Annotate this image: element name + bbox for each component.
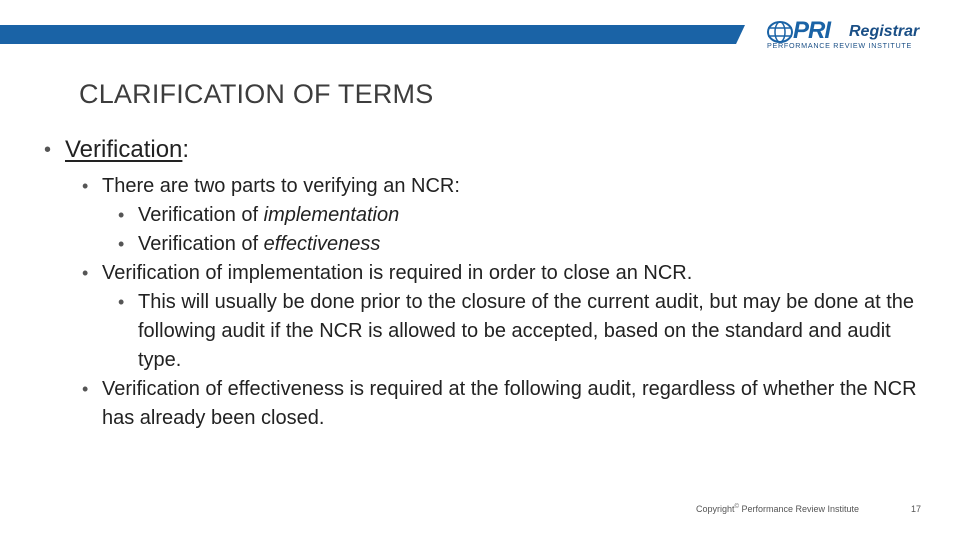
copyright-prefix: Copyright <box>696 504 735 514</box>
bullet-two-parts <box>82 172 924 201</box>
bullet-implementation-prefix: Verification of <box>138 204 264 226</box>
slide-title: CLARIFICATION OF TERMS <box>79 79 434 109</box>
logo-brand: PRI <box>793 17 831 44</box>
copyright-holder: Performance Review Institute <box>738 504 860 514</box>
bullet-implementation-required <box>82 259 924 288</box>
logo-product: Registrar <box>849 23 920 40</box>
bullet-effectiveness-required <box>82 375 924 433</box>
bullet-implementation <box>118 201 924 230</box>
bullet-marker: • <box>44 139 52 161</box>
logo-tagline: PERFORMANCE REVIEW INSTITUTE <box>767 41 912 50</box>
term-suffix: : <box>182 136 190 163</box>
bullet-marker: • <box>82 263 89 283</box>
bullet-verification <box>44 134 924 166</box>
bullet-marker: • <box>82 176 89 196</box>
slide-content <box>44 134 924 433</box>
bullet-effectiveness-prefix: Verification of <box>138 233 264 255</box>
bullet-two-parts-text: There are two parts to verifying an NCR: <box>102 175 460 197</box>
bullet-closure-timing-text: This will usually be done prior to the closure of the current audit, but may be done at the following audit if the NCR is allowed to be accepted, based on the standard and audit type. <box>138 291 914 371</box>
header-band <box>0 25 745 44</box>
pri-registrar-logo <box>765 19 940 53</box>
bullet-effectiveness-required-text: Verification of effectiveness is required at the following audit, regardless of whether the NCR has already been closed. <box>102 378 917 429</box>
bullet-marker: • <box>118 292 125 312</box>
bullet-implementation-required-text: Verification of implementation is required in order to close an NCR. <box>102 262 693 284</box>
bullet-closure-timing <box>118 288 924 375</box>
footer-copyright <box>696 504 859 514</box>
page-number: 17 <box>911 504 922 514</box>
copyright-mark: © <box>734 504 739 510</box>
bullet-marker: • <box>118 205 125 225</box>
bullet-effectiveness <box>118 230 924 259</box>
term-verification: Verification <box>65 136 183 163</box>
bullet-marker: • <box>82 379 89 399</box>
bullet-effectiveness-emph: effectiveness <box>263 233 381 255</box>
bullet-implementation-emph: implementation <box>263 204 400 226</box>
bullet-marker: • <box>118 234 125 254</box>
